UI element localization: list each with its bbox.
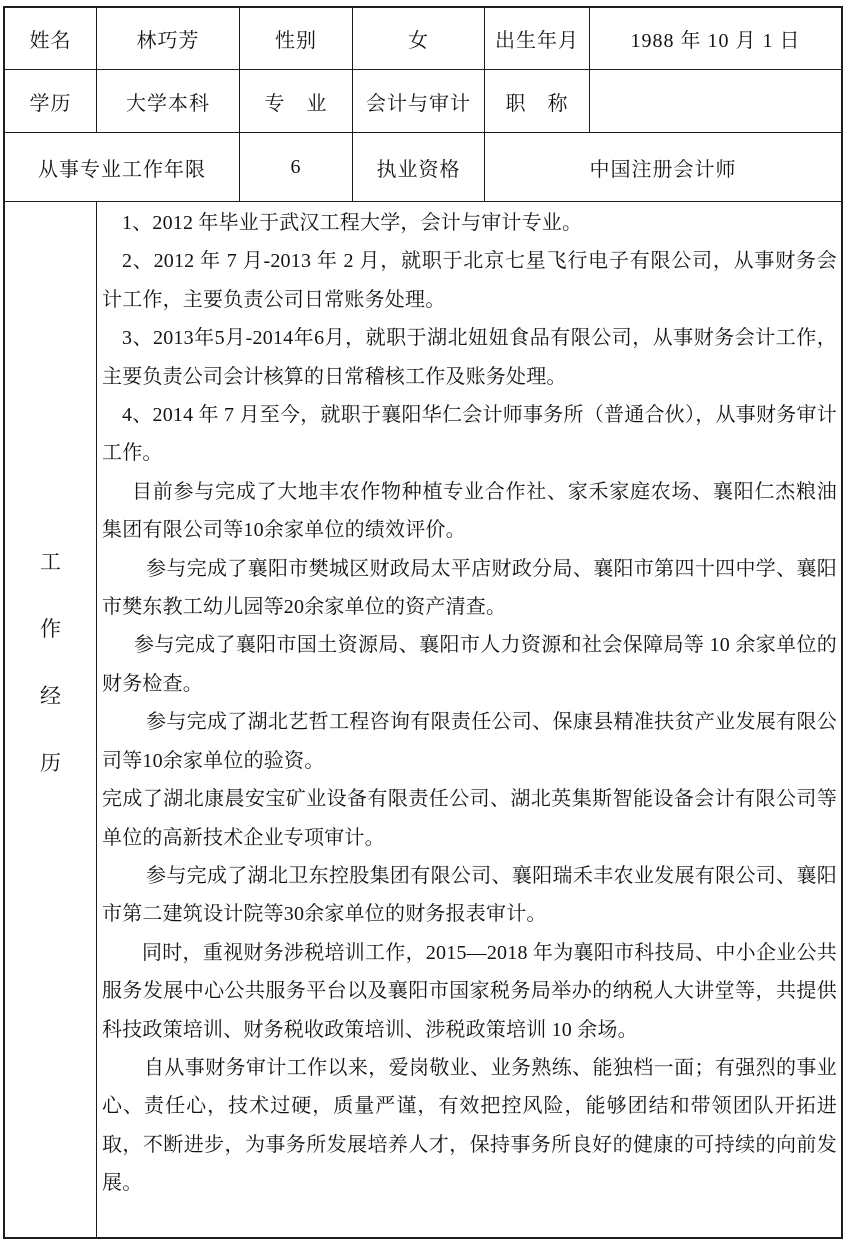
experience-paragraph: 1、2012 年毕业于武汉工程大学，会计与审计专业。 bbox=[122, 212, 583, 234]
qualification-label: 执业资格 bbox=[376, 158, 461, 181]
birth-label: 出生年月 bbox=[495, 30, 579, 52]
experience-paragraph: 目前参与完成了大地丰农作物种植专业合作社、家禾家庭农场、襄阳仁杰粮油集团有限公司等10余家单位的绩效评价。 bbox=[102, 480, 837, 542]
gender-value: 女 bbox=[408, 30, 429, 52]
title-label: 职 称 bbox=[505, 92, 569, 115]
birth-value-cell bbox=[590, 8, 841, 70]
qualification-label-cell bbox=[353, 133, 485, 202]
major-value-cell bbox=[353, 70, 485, 133]
experience-label-cell bbox=[5, 202, 97, 1237]
experience-paragraph: 参与完成了湖北卫东控股集团有限公司、襄阳瑞禾丰农业发展有限公司、襄阳市第二建筑设计院等30余家单位的财务报表审计。 bbox=[102, 864, 837, 926]
experience-paragraph: 3、2013年5月-2014年6月，就职于湖北妞妞食品有限公司，从事财务会计工作，主要负责公司会计核算的日常稽核工作及账务处理。 bbox=[102, 327, 837, 388]
years-value-cell bbox=[240, 133, 353, 202]
education-label: 学历 bbox=[29, 92, 72, 115]
experience-paragraph: 参与完成了襄阳市国土资源局、襄阳市人力资源和社会保障局等 10 余家单位的财务检查。 bbox=[102, 634, 837, 695]
experience-label-char: 工 bbox=[40, 550, 61, 574]
experience-paragraph: 4、2014 年 7 月至今，就职于襄阳华仁会计师事务所（普通合伙），从事财务审计工作。 bbox=[102, 404, 837, 465]
years-label-cell bbox=[5, 133, 240, 202]
name-value: 林巧芳 bbox=[136, 30, 200, 52]
experience-paragraph: 完成了湖北康晨安宝矿业设备有限责任公司、湖北英集斯智能设备会计有限公司等单位的高新技术企业专项审计。 bbox=[102, 788, 837, 849]
major-value: 会计与审计 bbox=[366, 92, 471, 115]
gender-label: 性别 bbox=[275, 30, 317, 52]
experience-paragraph: 参与完成了襄阳市樊城区财政局太平店财政分局、襄阳市第四十四中学、襄阳市樊东教工幼儿园等20余家单位的资产清查。 bbox=[102, 557, 837, 619]
experience-label-char: 作 bbox=[40, 617, 61, 641]
experience-paragraphs bbox=[97, 202, 841, 1237]
years-value: 6 bbox=[290, 155, 302, 178]
qualification-value: 中国注册会计师 bbox=[589, 158, 737, 181]
education-label-cell bbox=[5, 70, 97, 133]
name-label: 姓名 bbox=[29, 30, 72, 52]
years-label: 从事专业工作年限 bbox=[38, 158, 206, 181]
experience-label-char: 历 bbox=[40, 751, 61, 775]
education-value-cell bbox=[97, 70, 240, 133]
experience-label-char: 经 bbox=[40, 684, 61, 708]
education-value: 大学本科 bbox=[126, 92, 210, 115]
experience-paragraph: 参与完成了湖北艺哲工程咨询有限责任公司、保康县精准扶贫产业发展有限公司等10余家单位的验资。 bbox=[102, 711, 837, 772]
experience-paragraph: 同时，重视财务涉税培训工作，2015—2018 年为襄阳市科技局、中小企业公共服务发展中心公共服务平台以及襄阳市国家税务局举办的纳税人大讲堂等，共提供科技政策培训、财务税收政策培训、涉税政策培训 10 余场。 bbox=[102, 941, 837, 1041]
qualification-value-cell bbox=[485, 133, 841, 202]
major-label: 专 业 bbox=[264, 92, 328, 115]
experience-paragraph: 2、2012 年 7 月-2013 年 2 月，就职于北京七星飞行电子有限公司，从事财务会计工作，主要负责公司日常账务处理。 bbox=[102, 250, 837, 311]
title-value-cell bbox=[590, 70, 841, 133]
resume-table bbox=[3, 6, 843, 1239]
title-label-cell bbox=[485, 70, 590, 133]
gender-value-cell bbox=[353, 8, 485, 70]
birth-value: 1988 年 10 月 1 日 bbox=[630, 30, 801, 52]
birth-label-cell bbox=[485, 8, 590, 70]
name-value-cell bbox=[97, 8, 240, 70]
major-label-cell bbox=[240, 70, 353, 133]
gender-label-cell bbox=[240, 8, 353, 70]
name-label-cell bbox=[5, 8, 97, 70]
experience-paragraph: 自从事财务审计工作以来，爱岗敬业、业务熟练、能独档一面；有强烈的事业心、责任心，技术过硬，质量严谨，有效把控风险，能够团结和带领团队开拓进取，不断进步，为事务所发展培养人才，保持事务所良好的健康的可持续的向前发展。 bbox=[102, 1056, 837, 1195]
